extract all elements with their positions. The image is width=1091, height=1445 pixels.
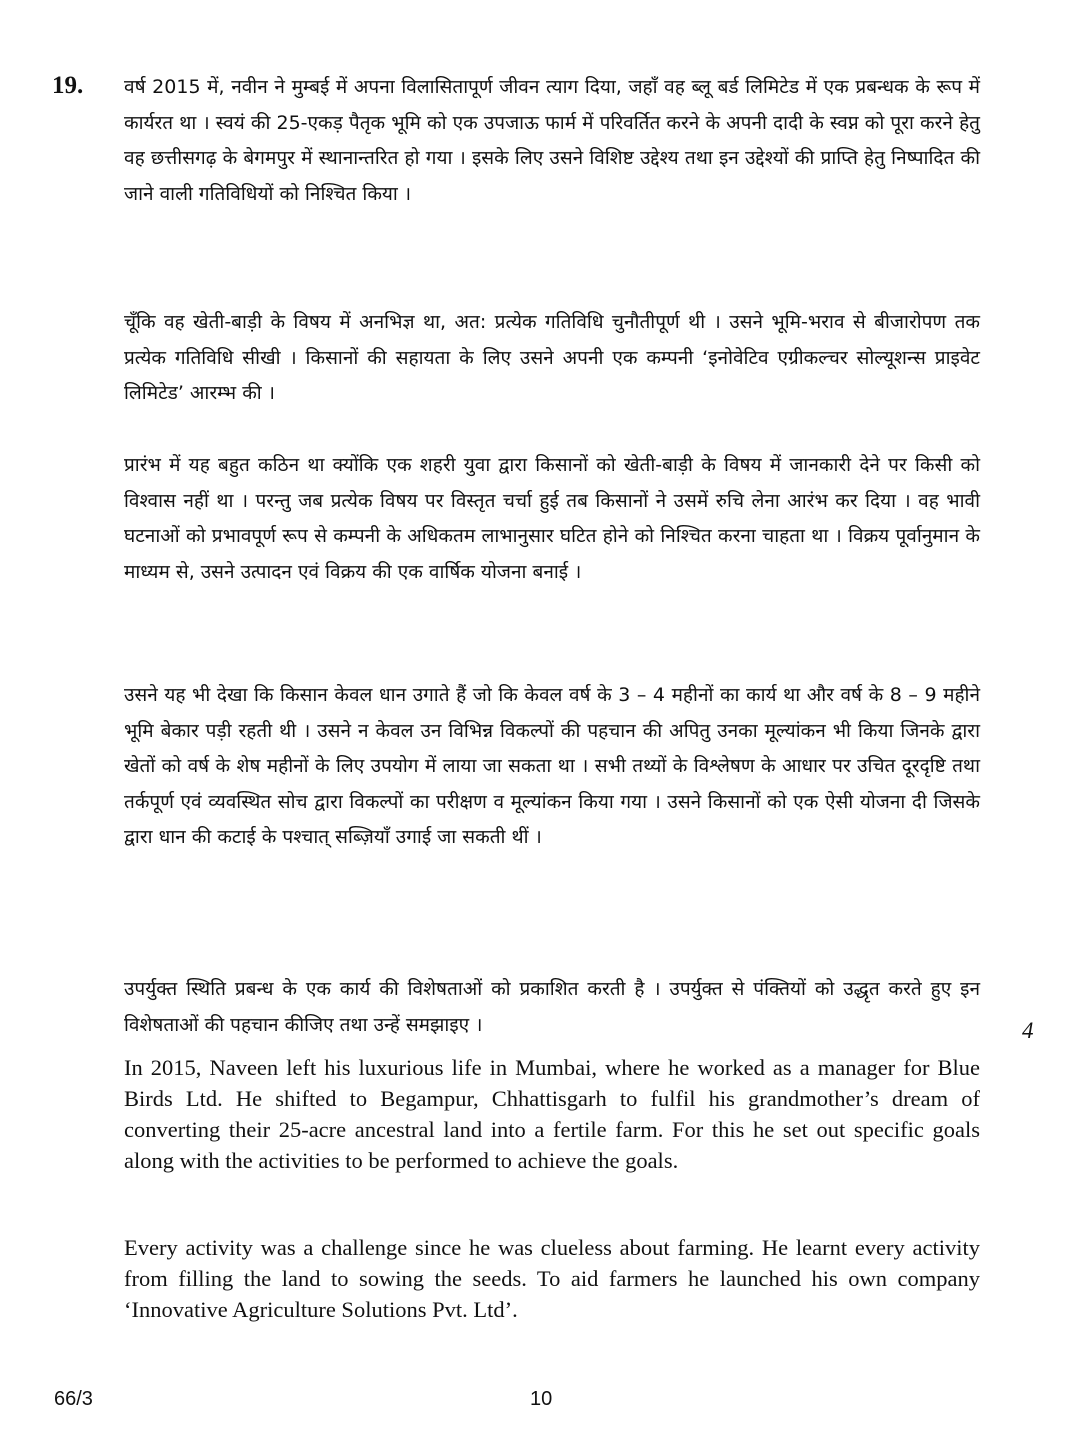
question-number: 19. — [52, 72, 84, 99]
marks-label: 4 — [1022, 1018, 1034, 1043]
hindi-paragraph-4: उसने यह भी देखा कि किसान केवल धान उगाते हैं जो कि केवल वर्ष के 3 – 4 महीनों का कार्य था और वर्ष के 8 – 9 महीने भूमि बेकार पड़ी रहती थी । उसने न केवल उन विभिन्न विकल्पों की पहचान की अपितु उनका मूल्यांकन भी किया जिनके द्वारा खेतों को वर्ष के शेष महीनों के लिए उपयोग में लाया जा सकता था । सभी तथ्यों के विश्लेषण के आधार पर उचित दूरदृष्टि तथा तर्कपूर्ण एवं व्यवस्थित सोच द्वारा विकल्पों का परीक्षण व मूल्यांकन किया गया । उसने किसानों को एक ऐसी योजना दी जिसके द्वारा धान की कटाई के पश्चात् सब्ज़ियाँ उगाई जा सकती थीं । — [124, 684, 980, 848]
hindi-paragraph-1: वर्ष 2015 में, नवीन ने मुम्बई में अपना विलासितापूर्ण जीवन त्याग दिया, जहाँ वह ब्लू बर्ड लिमिटेड में एक प्रबन्धक के रूप में कार्यरत था । स्वयं की 25-एकड़ पैतृक भूमि को एक उपजाऊ फार्म में परिवर्तित करने के अपनी दादी के स्वप्न को पूरा करने हेतु वह छत्तीसगढ़ के बेगमपुर में स्थानान्तरित हो गया । इसके लिए उसने विशिष्ट उद्देश्य तथा इन उद्देश्यों की प्राप्ति हेतु निष्पादित की जाने वाली गतिविधियों को निश्चित किया । — [124, 76, 980, 205]
hindi-paragraph-3: प्रारंभ में यह बहुत कठिन था क्योंकि एक शहरी युवा द्वारा किसानों को खेती-बाड़ी के विषय में जानकारी देने पर किसी को विश्वास नहीं था । परन्तु जब प्रत्येक विषय पर विस्तृत चर्चा हुई तब किसानों ने उसमें रुचि लेना आरंभ कर दिया । वह भावी घटनाओं को प्रभावपूर्ण रूप से कम्पनी के अधिकतम लाभानुसार घटित होने को निश्चित करना चाहता था । विक्रय पूर्वानुमान के माध्यम से, उसने उत्पादन एवं विक्रय की एक वार्षिक योजना बनाई । — [124, 454, 980, 583]
english-paragraph-2: Every activity was a challenge since he was clueless about farming. He learnt every activity from filling the land to sowing the seeds. To aid farmers he launched his own company ‘Innovative Agriculture Solutions Pvt. Ltd’. — [124, 1235, 980, 1322]
hindi-paragraph-2: चूँकि वह खेती-बाड़ी के विषय में अनभिज्ञ था, अत: प्रत्येक गतिविधि चुनौतीपूर्ण थी । उसने भूमि-भराव से बीजारोपण तक प्रत्येक गतिविधि सीखी । किसानों की सहायता के लिए उसने अपनी एक कम्पनी ‘इनोवेटिव एग्रीकल्चर सोल्यूशन्स प्राइवेट लिमिटेड’ आरम्भ की । — [124, 311, 980, 404]
paper-code: 66/3 — [54, 1388, 93, 1410]
hindi-paragraph-instruction: उपर्युक्त स्थिति प्रबन्ध के एक कार्य की विशेषताओं को प्रकाशित करती है । उपर्युक्त से पंक्तियों को उद्धृत करते हुए इन विशेषताओं की पहचान कीजिए तथा उन्हें समझाइए । — [124, 978, 980, 1036]
english-paragraph-1: In 2015, Naveen left his luxurious life in Mumbai, where he worked as a manager for Blue Birds Ltd. He shifted to Begampur, Chhattisgarh to fulfil his grandmother’s dream of converting their 25-acre ancestral land into a fertile farm. For this he set out specific goals along with the activities to be performed to achieve the goals. — [124, 1055, 980, 1173]
page-number: 10 — [530, 1388, 553, 1410]
